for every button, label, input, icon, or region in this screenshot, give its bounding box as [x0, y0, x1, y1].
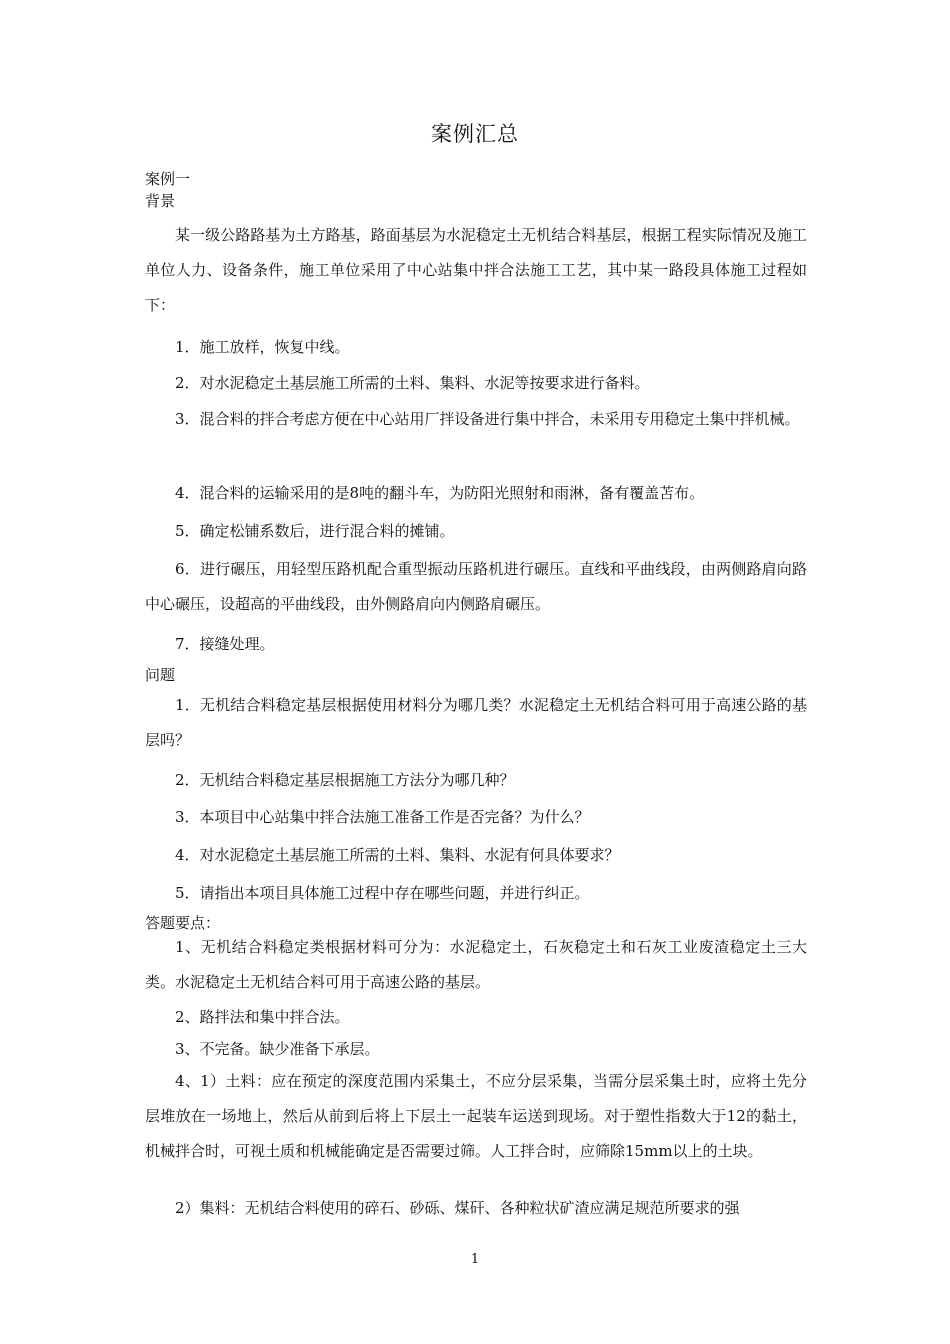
background-heading: 背景 — [145, 192, 176, 210]
answers-heading: 答题要点： — [145, 914, 221, 932]
answer-item: 4、1）土料：应在预定的深度范围内采集土，不应分层采集，当需分层采集土时，应将土先分层堆放在一场地上，然后从前到后将上下层土一起装车运送到现场。对于塑性指数大于12的黏土，机械拌合时，可视土质和机械能确定是否需要过筛。人工拌合时，应筛除15mm以上的土块。 — [145, 1072, 807, 1160]
question-item: 1．无机结合料稳定基层根据使用材料分为哪几类？水泥稳定土无机结合料可用于高速公路的基层吗？ — [145, 696, 807, 749]
answer-item: 3、不完备。缺少准备下承层。 — [175, 1040, 380, 1058]
document-title: 案例汇总 — [431, 122, 519, 146]
question-item: 5．请指出本项目具体施工过程中存在哪些问题，并进行纠正。 — [175, 884, 590, 902]
answer-item: 1、无机结合料稳定类根据材料可分为：水泥稳定土，石灰稳定土和石灰工业废渣稳定土三大类。水泥稳定土无机结合料可用于高速公路的基层。 — [145, 938, 807, 991]
step-item: 6．进行碾压，用轻型压路机配合重型振动压路机进行碾压。直线和平曲线段，由两侧路肩向路中心碾压，设超高的平曲线段，由外侧路肩向内侧路肩碾压。 — [145, 560, 807, 613]
question-item: 3．本项目中心站集中拌合法施工准备工作是否完备？为什么？ — [175, 808, 590, 826]
step-item: 2．对水泥稳定土基层施工所需的土料、集料、水泥等按要求进行备料。 — [175, 374, 650, 392]
step-item: 1．施工放样，恢复中线。 — [175, 338, 350, 356]
step-item: 4．混合料的运输采用的是8吨的翻斗车，为防阳光照射和雨淋，备有覆盖苫布。 — [175, 484, 705, 502]
step-item: 7．接缝处理。 — [175, 635, 275, 653]
question-item: 2．无机结合料稳定基层根据施工方法分为哪几种？ — [175, 771, 515, 789]
step-item: 5．确定松铺系数后，进行混合料的摊铺。 — [175, 522, 455, 540]
answer-item: 2、路拌法和集中拌合法。 — [175, 1008, 350, 1026]
questions-heading: 问题 — [145, 666, 176, 684]
answer-item: 2）集料：无机结合料使用的碎石、砂砾、煤矸、各种粒状矿渣应满足规范所要求的强 — [175, 1199, 740, 1217]
background-paragraph: 某一级公路路基为土方路基，路面基层为水泥稳定土无机结合料基层，根据工程实际情况及施工单位人力、设备条件，施工单位采用了中心站集中拌合法施工工艺，其中某一路段具体施工过程如下： — [145, 226, 807, 314]
question-item: 4．对水泥稳定土基层施工所需的土料、集料、水泥有何具体要求？ — [175, 846, 620, 864]
page-number: 1 — [470, 1252, 480, 1267]
case-heading: 案例一 — [145, 170, 191, 188]
step-item: 3．混合料的拌合考虑方便在中心站用厂拌设备进行集中拌合，未采用专用稳定土集中拌机械。 — [175, 410, 800, 428]
